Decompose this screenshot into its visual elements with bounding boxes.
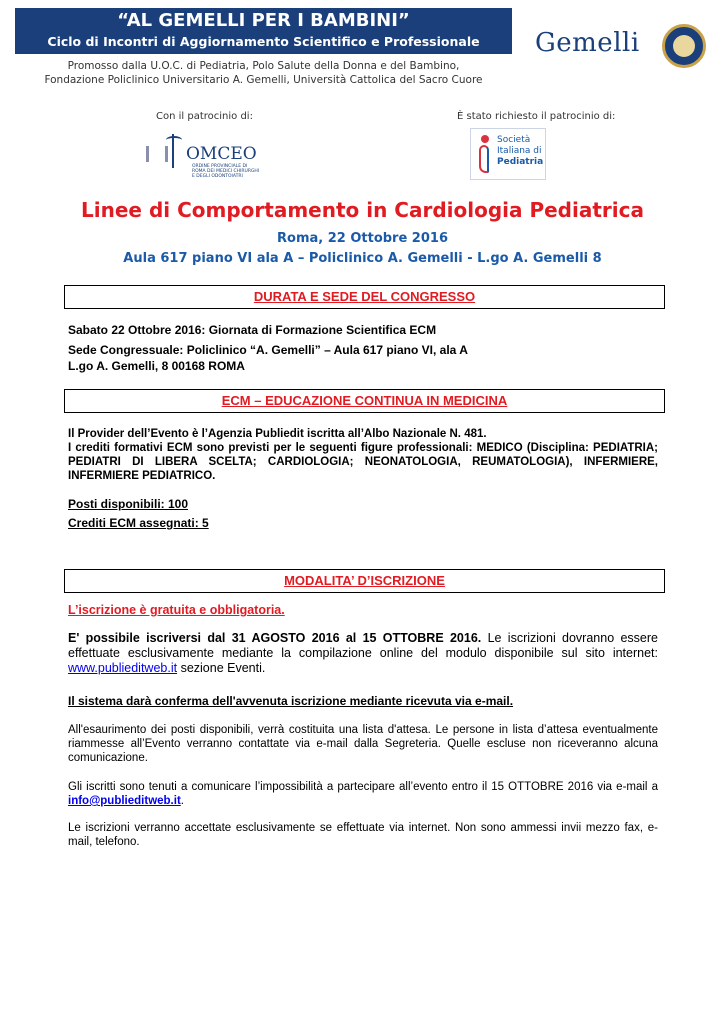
publiedit-site-link[interactable]: www.publieditweb.it (68, 661, 178, 675)
section-heading-ecm-text: ECM – EDUCAZIONE CONTINUA IN MEDICINA (221, 393, 508, 408)
cancellation-text: Gli iscritti sono tenuti a comunicare l’impossibilità a partecipare all’evento entro il 15 OTTOBRE 2016 via e-mail a (68, 781, 658, 793)
child-figure-icon (477, 135, 493, 175)
iscrizione-waitlist: All'esaurimento dei posti disponibili, verrà costituita una lista d'attesa. Le persone in lista d’attesa eventualmente riammesse all’Evento verranno contattate via e-mail dalla Segreteria. Quelle escluse non riceveranno alcuna comunicazione. (68, 724, 658, 764)
gemelli-logo-text: Gemelli (535, 28, 640, 58)
posti-disponibili: Posti disponibili: 100 (68, 497, 189, 511)
cancellation-suffix: . (180, 795, 184, 807)
event-venue: Aula 617 piano VI ala A – Policlinico A. Gemelli - L.go A. Gemelli 8 (123, 251, 602, 266)
durata-line-1: Sabato 22 Ottobre 2016: Giornata di Formazione Scientifica ECM (68, 323, 437, 337)
sip-line-1: Società (497, 135, 531, 145)
durata-line-2: Sede Congressuale: Policlinico “A. Gemelli” – Aula 617 piano VI, ala A (68, 343, 468, 357)
colonnade-icon (146, 146, 168, 162)
ecm-block (68, 427, 658, 483)
patronage-label: Con il patrocinio di: (156, 111, 253, 122)
header-banner (15, 8, 512, 54)
promoter-text (15, 59, 512, 87)
event-title: Linee di Comportamento in Cardiologia Pediatrica (81, 198, 644, 222)
promoter-line-2: Fondazione Policlinico Universitario A. Gemelli, Università Cattolica del Sacro Cuore (44, 74, 483, 86)
section-heading-durata-text: DURATA E SEDE DEL CONGRESSO (253, 289, 476, 304)
section-heading-durata (64, 285, 665, 309)
omceo-logo-subtext: ORDINE PROVINCIALE DI ROMA DEI MEDICI CHIRURGHI E DEGLI ODONTOIATRI (192, 164, 260, 179)
banner-subtitle: Ciclo di Incontri di Aggiornamento Scientifico e Professionale (47, 34, 480, 49)
event-date-place: Roma, 22 Ottobre 2016 (277, 231, 448, 246)
omceo-logo (146, 134, 262, 179)
iscrizione-gratuita: L’iscrizione è gratuita e obbligatoria. (68, 603, 285, 617)
ecm-credits-info: I crediti formativi ECM sono previsti per le seguenti figure professionali: MEDICO (Disciplina: PEDIATRIA; PEDIATRI DI LIBERA SCELTA; CARDIOLOGIA; NEONATOLOGIA, REUMATOLOGIA), INFERMIERE, INFERMIERE PEDIATRICO. (68, 442, 658, 482)
sip-line-3: Pediatria (497, 157, 544, 167)
iscrizione-internet-only: Le iscrizioni verranno accettate esclusivamente se effettuate via internet. Non sono ammessi invii mezzo fax, e-mail, telefono. (68, 822, 658, 848)
iscrizione-period-bold: E' possibile iscriversi dal 31 AGOSTO 2016 al 15 OTTOBRE 2016. (68, 631, 482, 645)
banner-title: “AL GEMELLI PER I BAMBINI” (117, 10, 410, 31)
gemelli-logo (535, 28, 715, 74)
sip-logo (470, 128, 546, 180)
caduceus-icon (172, 134, 186, 168)
durata-line-3: L.go A. Gemelli, 8 00168 ROMA (68, 359, 245, 373)
iscrizione-cancellation (68, 780, 658, 808)
requested-patronage-label: È stato richiesto il patrocinio di: (457, 111, 616, 122)
ecm-provider: Il Provider dell’Evento è l’Agenzia Publiedit iscritta all’Albo Nazionale N. 481. (68, 428, 487, 440)
sip-logo-text (497, 135, 543, 168)
omceo-logo-text: OMCEO (186, 144, 257, 164)
section-heading-iscrizione (64, 569, 665, 593)
iscrizione-period-suffix: sezione Eventi. (177, 661, 266, 675)
gemelli-seal-icon (662, 24, 706, 68)
crediti-ecm: Crediti ECM assegnati: 5 (68, 516, 209, 530)
iscrizione-period-text: Le iscrizioni dovranno essere effettuate esclusivamente mediante la compilazione online del modulo disponibile sul sito internet: (68, 631, 658, 660)
sip-line-2: Italiana di (497, 146, 542, 156)
iscrizione-period (68, 631, 658, 676)
promoter-line-1: Promosso dalla U.O.C. di Pediatria, Polo Salute della Donna e del Bambino, (67, 60, 460, 72)
section-heading-iscrizione-text: MODALITA’ D’ISCRIZIONE (284, 573, 445, 588)
info-email-link[interactable]: info@publieditweb.it (68, 795, 181, 807)
durata-block (68, 322, 658, 374)
section-heading-ecm (64, 389, 665, 413)
iscrizione-conferma: Il sistema darà conferma dell'avvenuta iscrizione mediante ricevuta via e-mail. (68, 694, 514, 708)
